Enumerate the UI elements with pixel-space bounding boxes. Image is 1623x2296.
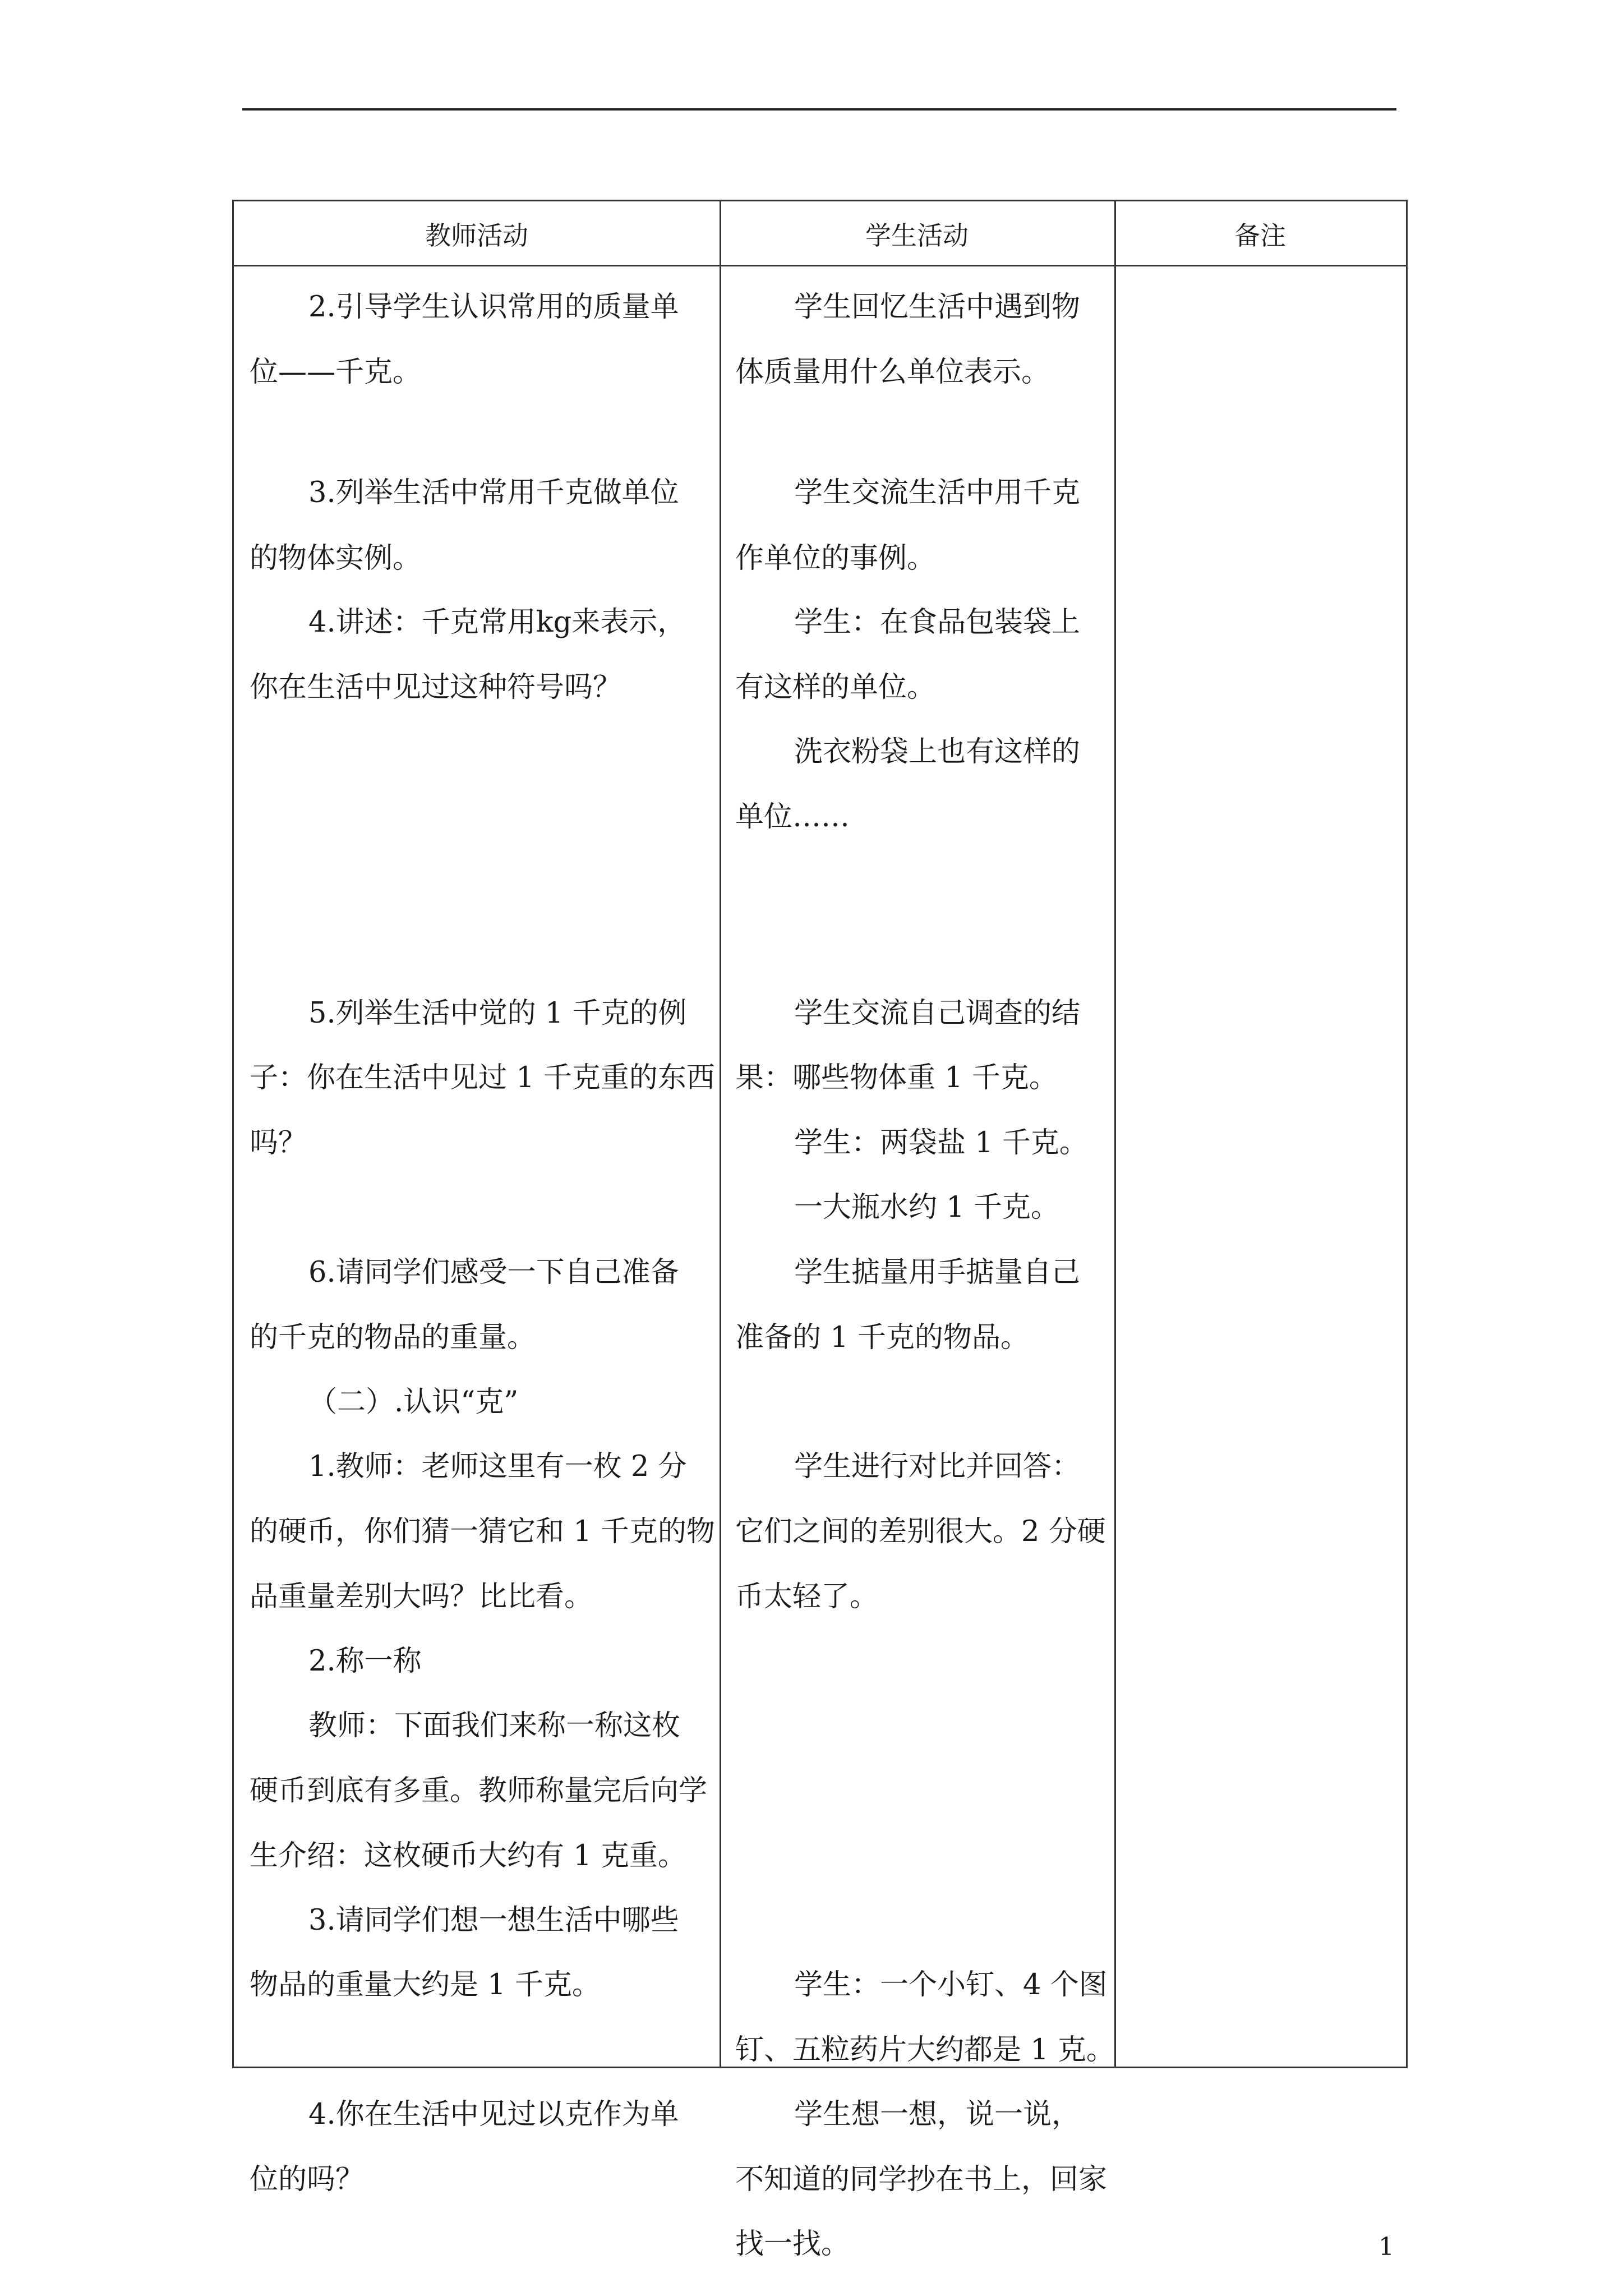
text-line: 学生掂量用手掂量自己 — [794, 1256, 1081, 1289]
text-line: 学生交流自己调查的结 — [794, 997, 1081, 1030]
page-number: 1 — [1378, 2233, 1394, 2261]
text-line: 学生：两袋盐 1 千克。 — [794, 1126, 1088, 1159]
header-teacher-activity: 教师活动 — [425, 220, 528, 251]
lesson-table — [232, 200, 1408, 2261]
text-line: 3.列举生活中常用千克做单位 — [308, 476, 679, 509]
text-line: 吗？ — [250, 1126, 307, 1159]
text-line: 生介绍：这枚硬币大约有 1 克重。 — [250, 1839, 686, 1872]
text-line: 5.列举生活中觉的 1 千克的例 — [308, 997, 687, 1030]
text-line: 品重量差别大吗？比比看。 — [250, 1580, 593, 1613]
table-header-row — [234, 201, 1406, 266]
text-line: 学生：一个小钉、4 个图 — [794, 1968, 1108, 2001]
text-line: 钉、五粒药片大约都是 1 克。 — [735, 2033, 1115, 2067]
text-line: 物品的重量大约是 1 千克。 — [250, 1968, 601, 2001]
text-line: 2.引导学生认识常用的质量单 — [308, 291, 679, 324]
text-line: 子：你在生活中见过 1 千克重的东西 — [250, 1061, 715, 1094]
text-line: 准备的 1 千克的物品。 — [735, 1321, 1029, 1354]
text-line: 学生回忆生活中遇到物 — [794, 291, 1081, 324]
student-activity-cell — [720, 266, 1115, 2261]
teacher-activity-cell — [234, 266, 720, 2196]
text-line: 作单位的事例。 — [735, 542, 936, 575]
notes-cell — [1114, 266, 1406, 2067]
text-line: 不知道的同学抄在书上，回家 — [735, 2163, 1108, 2196]
text-line: 6.请同学们感受一下自己准备 — [308, 1256, 679, 1289]
text-line: （二）.认识“克” — [308, 1386, 519, 1419]
text-line: 学生：在食品包装袋上 — [794, 606, 1081, 639]
text-line: 的硬币，你们猜一猜它和 1 千克的物 — [250, 1515, 715, 1548]
text-line: 的千克的物品的重量。 — [250, 1321, 536, 1354]
text-line: 单位…… — [735, 800, 850, 834]
text-line: 位的吗？ — [250, 2163, 365, 2196]
text-line: 学生进行对比并回答： — [794, 1450, 1081, 1483]
text-line: 的物体实例。 — [250, 542, 422, 575]
text-line: 位——千克。 — [250, 356, 422, 389]
header-rule — [242, 108, 1396, 111]
text-line: 洗衣粉袋上也有这样的 — [794, 735, 1081, 769]
text-line: 有这样的单位。 — [735, 671, 936, 704]
text-line: 它们之间的差别很大。2 分硬 — [735, 1515, 1106, 1548]
text-line: 体质量用什么单位表示。 — [735, 356, 1050, 389]
text-line: 硬币到底有多重。教师称量完后向学 — [250, 1774, 708, 1807]
text-line: 找一找。 — [735, 2228, 850, 2261]
text-line: 学生想一想，说一说， — [794, 2098, 1081, 2131]
header-student-activity: 学生活动 — [865, 220, 969, 251]
text-line: 一大瓶水约 1 千克。 — [794, 1191, 1059, 1224]
text-line: 4.讲述：千克常用kg来表示， — [308, 606, 686, 639]
text-line: 2.称一称 — [308, 1645, 422, 1678]
text-line: 学生交流生活中用千克 — [794, 476, 1081, 509]
text-line: 你在生活中见过这种符号吗？ — [250, 671, 622, 704]
text-line: 4.你在生活中见过以克作为单 — [308, 2098, 679, 2131]
text-line: 果：哪些物体重 1 千克。 — [735, 1061, 1058, 1094]
text-line: 1.教师：老师这里有一枚 2 分 — [308, 1450, 687, 1483]
header-notes: 备注 — [1234, 220, 1286, 251]
text-line: 教师：下面我们来称一称这枚 — [308, 1709, 681, 1742]
text-line: 币太轻了。 — [735, 1580, 879, 1613]
text-line: 3.请同学们想一想生活中哪些 — [308, 1904, 679, 1937]
